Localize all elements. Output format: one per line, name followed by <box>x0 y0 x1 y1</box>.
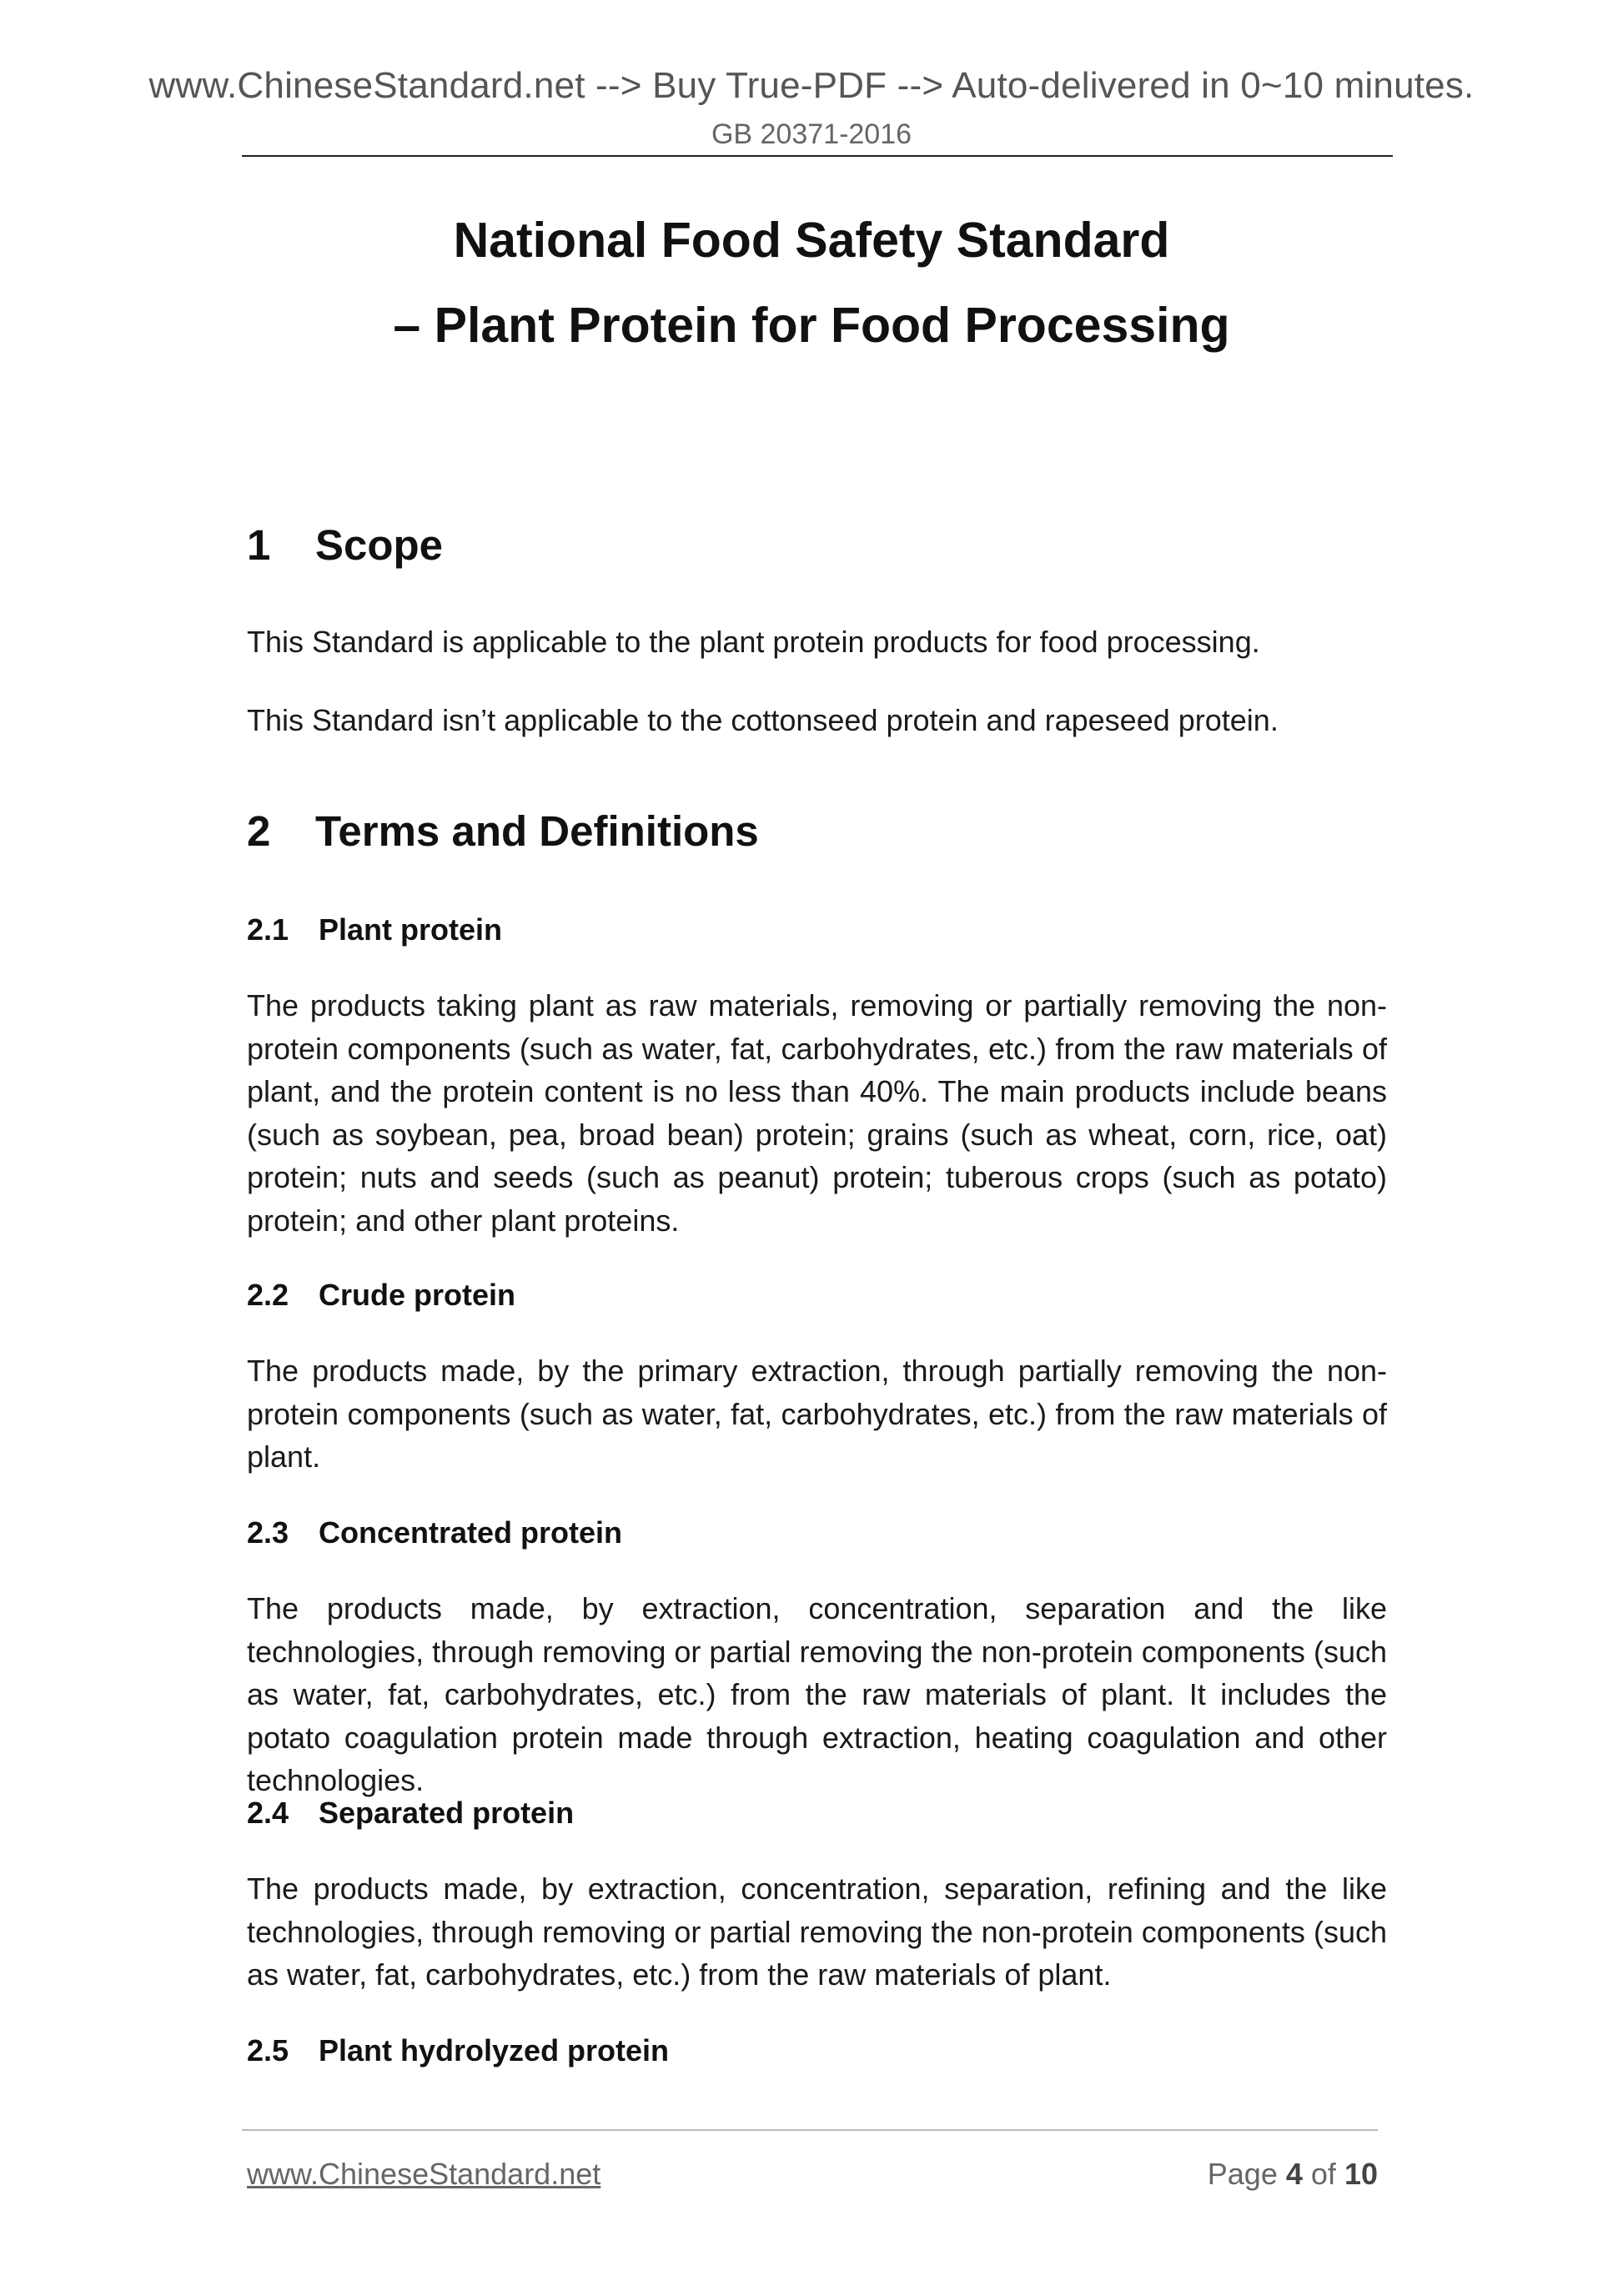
footer-site-link[interactable]: www.ChineseStandard.net <box>247 2157 601 2191</box>
subsection-number: 2.3 <box>247 1515 289 1550</box>
section-number: 2 <box>247 807 271 855</box>
subsection-heading-plant-hydrolyzed-protein <box>247 2033 669 2068</box>
header-divider <box>242 155 1393 157</box>
standard-code: GB 20371-2016 <box>711 118 912 150</box>
section-title: Scope <box>315 521 444 569</box>
subsection-title: Plant protein <box>319 912 503 947</box>
footer-divider <box>242 2129 1378 2131</box>
subsection-number: 2.2 <box>247 1278 289 1312</box>
definition-concentrated-protein: The products made, by extraction, concentration, separation and the like technologies, through removing or partial removing the non-protein components (such as water, fat, carbohydrates, etc.) from the raw materials of plant. It includes the potato coagulation protein made through extraction, heating coagulation and other technologies. <box>247 1591 1387 1797</box>
subsection-title: Concentrated protein <box>319 1515 623 1550</box>
scope-paragraph-2: This Standard isn’t applicable to the cottonseed protein and rapeseed protein. <box>247 703 1279 737</box>
page-label: Page <box>1207 2157 1278 2191</box>
page-current: 4 <box>1285 2157 1303 2191</box>
document-title-line-1: National Food Safety Standard <box>453 213 1170 268</box>
page-total: 10 <box>1344 2157 1378 2191</box>
definition-plant-protein: The products taking plant as raw materials, removing or partially removing the non-protein components (such as water, fat, carbohydrates, etc.) from the raw materials of plant, and the protein content is no less than 40%. The main products include beans (such as soybean, pea, broad bean) protein; grains (such as wheat, corn, rice, oat) protein; nuts and seeds (such as peanut) protein; tuberous crops (such as potato) protein; and other plant proteins. <box>247 988 1387 1238</box>
site-banner[interactable]: www.ChineseStandard.net --> Buy True-PDF --> Auto-delivered in 0~10 minutes. <box>148 65 1475 106</box>
subsection-number: 2.4 <box>247 1796 289 1830</box>
section-heading-scope <box>247 520 443 570</box>
subsection-number: 2.5 <box>247 2033 289 2067</box>
subsection-title: Crude protein <box>319 1278 516 1312</box>
page-of-label: of <box>1310 2157 1336 2191</box>
page-indicator <box>1208 2157 1378 2192</box>
section-heading-terms <box>247 806 759 856</box>
section-title: Terms and Definitions <box>315 807 759 855</box>
definition-crude-protein: The products made, by the primary extraction, through partially removing the non-protein components (such as water, fat, carbohydrates, etc.) from the raw materials of plant. <box>247 1354 1387 1474</box>
document-title-line-2: – Plant Protein for Food Processing <box>393 298 1230 353</box>
subsection-heading-crude-protein <box>247 1278 515 1313</box>
subsection-title: Plant hydrolyzed protein <box>319 2033 670 2067</box>
scope-paragraph-1: This Standard is applicable to the plant protein products for food processing. <box>247 625 1260 659</box>
subsection-title: Separated protein <box>319 1796 575 1830</box>
definition-separated-protein: The products made, by extraction, concentration, separation, refining and the like technologies, through removing or partial removing the non-protein components (such as water, fat, carbohydrates, etc.) from the raw materials of plant. <box>247 1871 1387 1992</box>
subsection-heading-plant-protein <box>247 912 502 947</box>
subsection-heading-separated-protein <box>247 1796 574 1831</box>
section-number: 1 <box>247 521 271 569</box>
subsection-number: 2.1 <box>247 912 289 947</box>
subsection-heading-concentrated-protein <box>247 1515 622 1550</box>
